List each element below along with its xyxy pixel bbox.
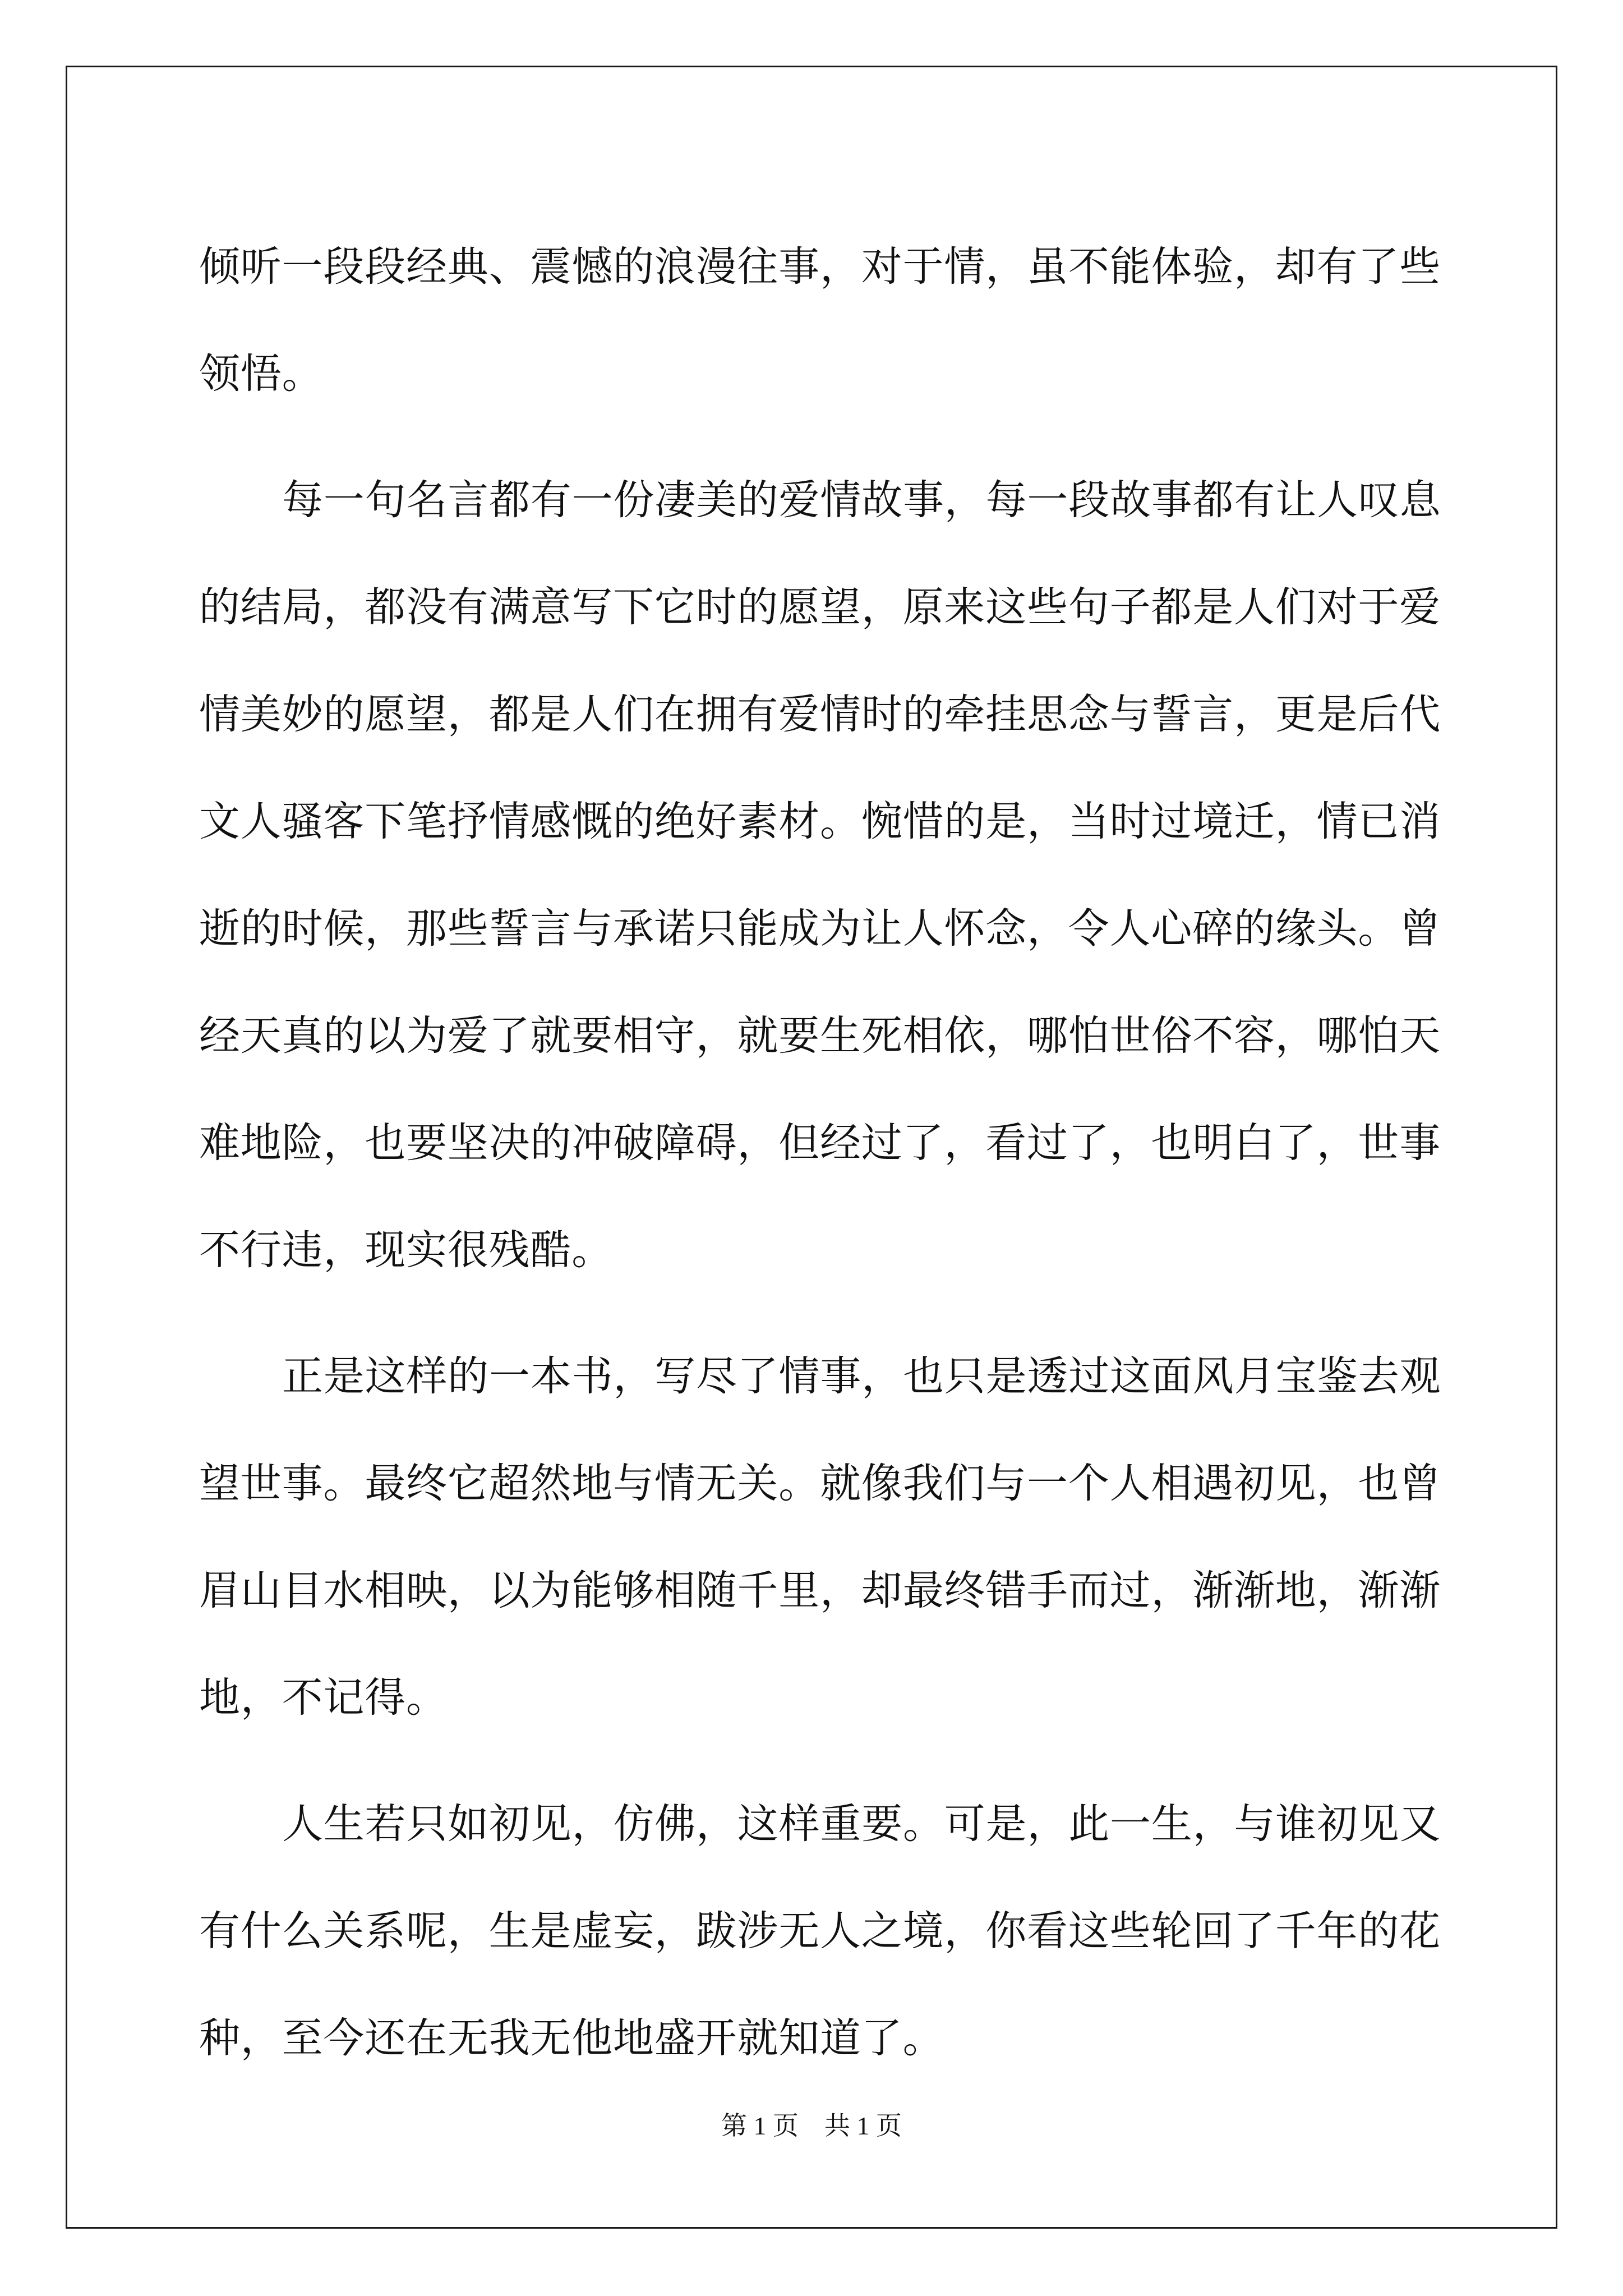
text-line: 眉山目水相映，以为能够相随千里，却最终错手而过，渐渐地，渐渐 — [199, 1567, 1441, 1614]
paragraph — [199, 213, 1441, 427]
text-line: 正是这样的一本书，写尽了情事，也只是透过这面风月宝鉴去观 — [282, 1352, 1441, 1400]
text-line: 的结局，都没有满意写下它时的愿望，原来这些句子都是人们对于爱 — [199, 583, 1441, 631]
paragraph — [199, 1323, 1441, 1751]
text-line: 经天真的以为爱了就要相守，就要生死相依，哪怕世俗不容，哪怕天 — [199, 1012, 1441, 1060]
text-line: 难地险，也要坚决的冲破障碍，但经过了，看过了，也明白了，世事 — [199, 1119, 1441, 1167]
text-line: 文人骚客下笔抒情感慨的绝好素材。惋惜的是，当时过境迁，情已消 — [199, 798, 1441, 845]
text-line: 有什么关系呢，生是虚妄，跋涉无人之境，你看这些轮回了千年的花 — [199, 1907, 1441, 1955]
page-footer: 第 1 页 共 1 页 — [721, 2111, 902, 2140]
text-line: 逝的时候，那些誓言与承诺只能成为让人怀念，令人心碎的缘头。曾 — [199, 905, 1441, 953]
text-line: 倾听一段段经典、震憾的浪漫往事，对于情，虽不能体验，却有了些 — [199, 243, 1441, 291]
document-body — [199, 213, 1441, 2092]
text-line: 每一句名言都有一份凄美的爱情故事，每一段故事都有让人叹息 — [282, 476, 1441, 524]
paragraph — [199, 1770, 1441, 2092]
text-line: 种，至今还在无我无他地盛开就知道了。 — [199, 2014, 944, 2062]
text-line: 望世事。最终它超然地与情无关。就像我们与一个人相遇初见，也曾 — [199, 1460, 1441, 1507]
paragraph — [199, 447, 1441, 1304]
text-line: 情美妙的愿望，都是人们在拥有爱情时的牵挂思念与誓言，更是后代 — [199, 691, 1441, 738]
text-line: 领悟。 — [199, 350, 324, 398]
text-line: 不行违，现实很残酷。 — [199, 1226, 613, 1274]
text-line: 人生若只如初见，仿佛，这样重要。可是，此一生，与谁初见又 — [282, 1800, 1441, 1848]
text-line: 地，不记得。 — [199, 1674, 448, 1722]
